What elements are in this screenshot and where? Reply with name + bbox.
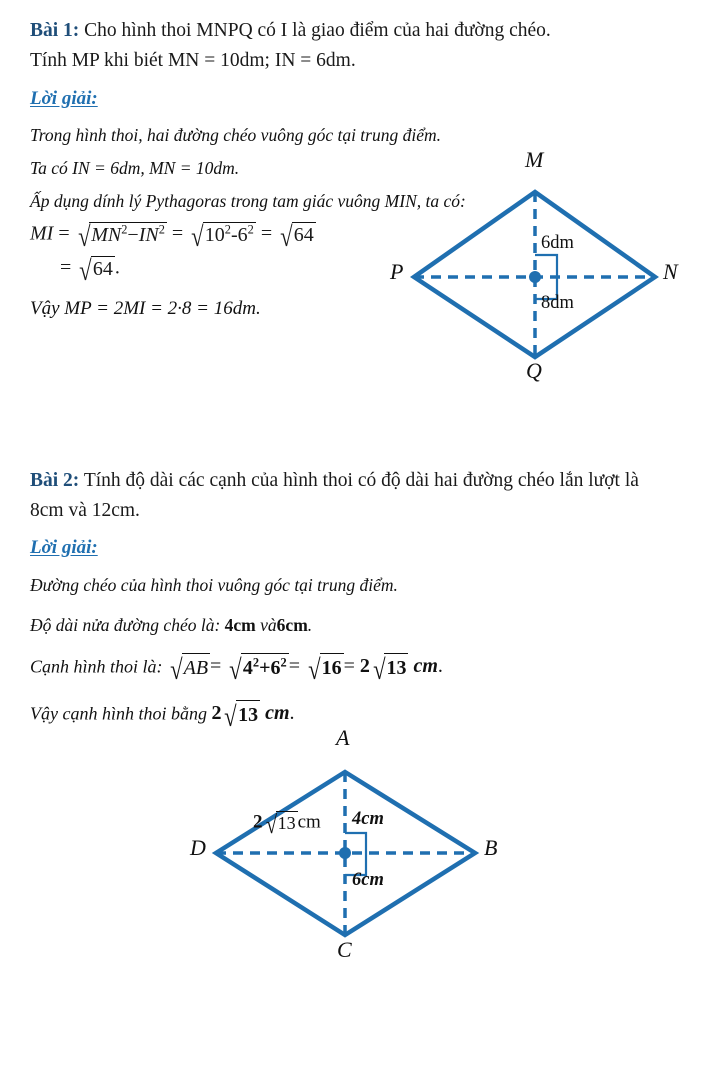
side-equals-2: = (288, 655, 301, 678)
radical-64 (277, 222, 316, 252)
problem1-tag: Bài 1: (30, 20, 80, 41)
exp-4: 2 (252, 655, 260, 670)
conclusion-coefficient: 2 (211, 702, 222, 725)
problem2-half-diagonal-line (30, 612, 312, 638)
radical-13 (370, 653, 409, 685)
radical-sign-icon: √ (191, 221, 204, 253)
problem2-statement-line1: Tính độ dài các cạnh của hình thoi có độ dài hai đường chéo lắn lượt là (83, 470, 639, 491)
figure-rhombus-mnpq (380, 147, 700, 390)
side-formula-math (167, 654, 443, 686)
plus-sign: + (259, 657, 271, 679)
minus-1: − (127, 224, 139, 246)
radicand-in: IN (138, 224, 159, 246)
formula-equals-3: = (260, 222, 273, 245)
exp-mn: 2 (121, 222, 128, 237)
problem1-statement-line2: Tính MP khi biét MN = 10dm; IN = 6dm. (30, 50, 356, 71)
exp-10: 2 (224, 222, 231, 237)
radical-10-6 (188, 222, 256, 252)
radical-13-conclusion (221, 700, 260, 732)
vertex-label-p: P (390, 259, 404, 284)
problem2-tag: Bài 2: (30, 470, 80, 491)
formula-equals-4: = (60, 256, 72, 279)
radical-sign-icon: √ (77, 221, 91, 253)
problem1-statement-line1: Cho hình thoi MNPQ có I là giao điểm của hai đường chéo. (84, 20, 551, 41)
side-period: . (437, 655, 443, 678)
problem2-conclusion-line (30, 700, 295, 732)
dim-label-side-2root13cm (253, 811, 321, 838)
dim-label-lower-8dm: 8dm (541, 293, 574, 313)
problem2-solution-line-1: Đường chéo của hình thoi vuông góc tại trung điểm. (30, 575, 398, 595)
center-point (339, 847, 351, 859)
radicand-4: 4 (242, 657, 253, 679)
vertex-label-a: A (336, 725, 350, 750)
problem1-solution-line-3: Ấp dụng dính lý Pythagoras trong tam giác vuông MIN, ta có: (30, 191, 466, 211)
half-diagonal-and: và (260, 615, 277, 635)
vertex-label-n: N (663, 259, 678, 284)
radical-sign-icon: √ (170, 654, 183, 686)
side-coefficient: 2 (359, 655, 370, 678)
conclusion-unit: cm (265, 702, 290, 725)
formula-period: . (114, 256, 120, 279)
dim-side-coef: 2 (253, 811, 263, 833)
side-formula-prefix: Cạnh hình thoi là: (30, 656, 163, 677)
vertex-label-q: Q (526, 358, 542, 383)
radical-4sq-6sq (226, 653, 288, 685)
half-diagonal-value-2: 6cm (276, 615, 308, 635)
radical-mn2-in2 (75, 222, 167, 252)
dim-label-upper-6dm: 6dm (541, 233, 574, 253)
radicand-6: 6 (270, 657, 281, 679)
radicand-64-second: 64 (92, 258, 113, 280)
problem1-formula-line-1 (30, 222, 316, 252)
conclusion-prefix: Vậy cạnh hình thoi bằng (30, 703, 207, 724)
radicand-13-conclusion: 13 (236, 700, 260, 728)
radicand-mn: MN (91, 224, 122, 246)
half-diagonal-value-1: 4cm (224, 615, 256, 635)
problem1-statement (30, 16, 690, 46)
minus-2: - (230, 224, 238, 246)
radicand-ab: AB (182, 653, 210, 681)
conclusion-period: . (289, 702, 295, 725)
radicand-16: 16 (320, 653, 344, 681)
side-equals-1: = (210, 655, 222, 678)
problem1-formula-line-2 (60, 256, 120, 286)
rhombus-mnpq-svg (380, 165, 700, 390)
problem2-side-formula-line (30, 653, 443, 685)
figure-rhombus-abcd (180, 725, 520, 975)
problem1-solution-line-2: Ta có IN = 6dm, MN = 10dm. (30, 158, 240, 178)
radical-64-second (76, 256, 115, 286)
radicand-13-figure: 13 (277, 813, 296, 833)
radical-sign-icon: √ (373, 654, 386, 686)
problem1-solution-label: Lời giải: (30, 88, 98, 109)
radical-13-figure (263, 811, 298, 838)
radicand-10: 10 (204, 224, 225, 246)
radical-sign-icon: √ (308, 654, 321, 686)
side-equals-3: = (343, 655, 355, 678)
dim-side-unit: cm (297, 811, 321, 833)
exp-6: 2 (247, 222, 254, 237)
radical-sign-icon: √ (79, 255, 92, 287)
radical-sign-icon: √ (280, 221, 293, 253)
vertex-label-c: C (337, 937, 352, 962)
problem2-statement-line2-wrap (30, 496, 700, 526)
problem1-statement-line2-wrap (30, 46, 690, 76)
dim-label-lower-6cm: 6cm (352, 870, 384, 890)
problem2-statement-line2: 8cm và 12cm. (30, 500, 140, 521)
dim-label-upper-4cm: 4cm (352, 809, 384, 829)
radical-sign-icon: √ (229, 654, 242, 686)
radical-sign-icon: √ (224, 701, 238, 733)
radicand-6: 6 (237, 224, 248, 246)
vertex-label-b: B (484, 835, 498, 860)
radical-sign-icon: √ (265, 810, 277, 840)
radicand-64: 64 (293, 224, 314, 246)
radical-16 (305, 653, 344, 685)
formula-lhs: MI (30, 222, 54, 245)
formula-equals-2: = (171, 222, 184, 245)
formula-equals-1: = (58, 222, 70, 245)
exp-in: 2 (158, 222, 165, 237)
problem2-solution-label: Lời giải: (30, 537, 98, 558)
exp-6: 2 (280, 655, 287, 670)
side-unit: cm (413, 655, 438, 678)
half-diagonal-prefix: Độ dài nửa đường chéo là: (30, 615, 221, 635)
radical-ab (167, 653, 210, 685)
problem2-statement (30, 466, 700, 496)
conclusion-math (211, 701, 295, 733)
problem1-solution-line-1: Trong hình thoi, hai đường chéo vuông góc tại trung điểm. (30, 125, 441, 145)
vertex-label-d: D (190, 835, 206, 860)
problem1-conclusion: Vậy MP = 2MI = 2·8 = 16dm. (30, 298, 261, 319)
center-point (529, 271, 541, 283)
half-diagonal-period: . (307, 615, 313, 635)
vertex-label-m: M (525, 147, 544, 172)
radicand-13: 13 (384, 653, 408, 681)
